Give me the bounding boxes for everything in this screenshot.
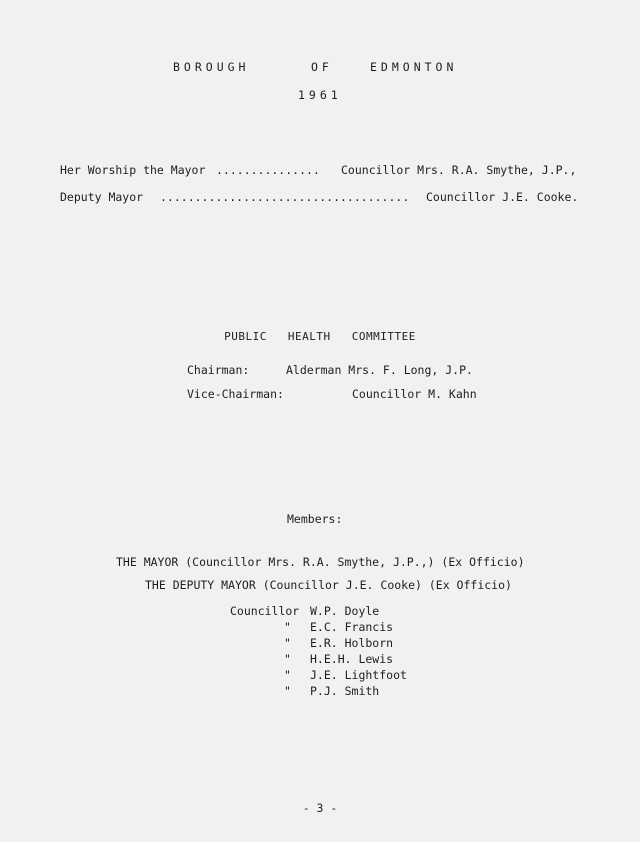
- member-item: J.E. Lightfoot: [310, 668, 407, 682]
- ex-officio-deputy-mayor: THE DEPUTY MAYOR (Councillor J.E. Cooke) (Ex Officio): [145, 578, 512, 592]
- chairman-label: Chairman:: [187, 363, 250, 377]
- member-item: E.C. Francis: [310, 620, 394, 634]
- ditto-mark: ": [284, 620, 291, 634]
- committee-title: PUBLIC HEALTH COMMITTEE: [224, 330, 416, 343]
- ex-officio-mayor: THE MAYOR (Councillor Mrs. R.A. Smythe, J.P.,) (Ex Officio): [116, 555, 525, 569]
- mayor-name: Councillor Mrs. R.A. Smythe, J.P.,: [341, 163, 577, 177]
- vice-chairman-name: Councillor M. Kahn: [352, 387, 477, 401]
- member-item: H.E.H. Lewis: [310, 652, 394, 666]
- heading-of: OF: [311, 60, 333, 74]
- mayor-dots: ...............: [216, 163, 320, 177]
- councillor-label: Councillor: [230, 604, 300, 618]
- heading-borough: BOROUGH: [173, 60, 250, 74]
- page-number: - 3 -: [302, 801, 338, 815]
- ditto-mark: ": [284, 636, 291, 650]
- member-item: W.P. Doyle: [310, 604, 380, 618]
- deputy-mayor-dots: ....................................: [160, 190, 410, 204]
- deputy-mayor-name: Councillor J.E. Cooke.: [426, 190, 579, 204]
- ditto-mark: ": [284, 668, 291, 682]
- member-item: P.J. Smith: [310, 684, 380, 698]
- heading-year: 1961: [298, 88, 342, 102]
- members-heading: Members:: [287, 512, 343, 526]
- deputy-mayor-role: Deputy Mayor: [60, 190, 144, 204]
- vice-chairman-label: Vice-Chairman:: [187, 387, 284, 401]
- mayor-role: Her Worship the Mayor: [60, 163, 206, 177]
- heading-edmonton: EDMONTON: [370, 60, 458, 74]
- chairman-name: Alderman Mrs. F. Long, J.P.: [286, 363, 473, 377]
- ditto-mark: ": [284, 684, 291, 698]
- member-item: E.R. Holborn: [310, 636, 394, 650]
- ditto-mark: ": [284, 652, 291, 666]
